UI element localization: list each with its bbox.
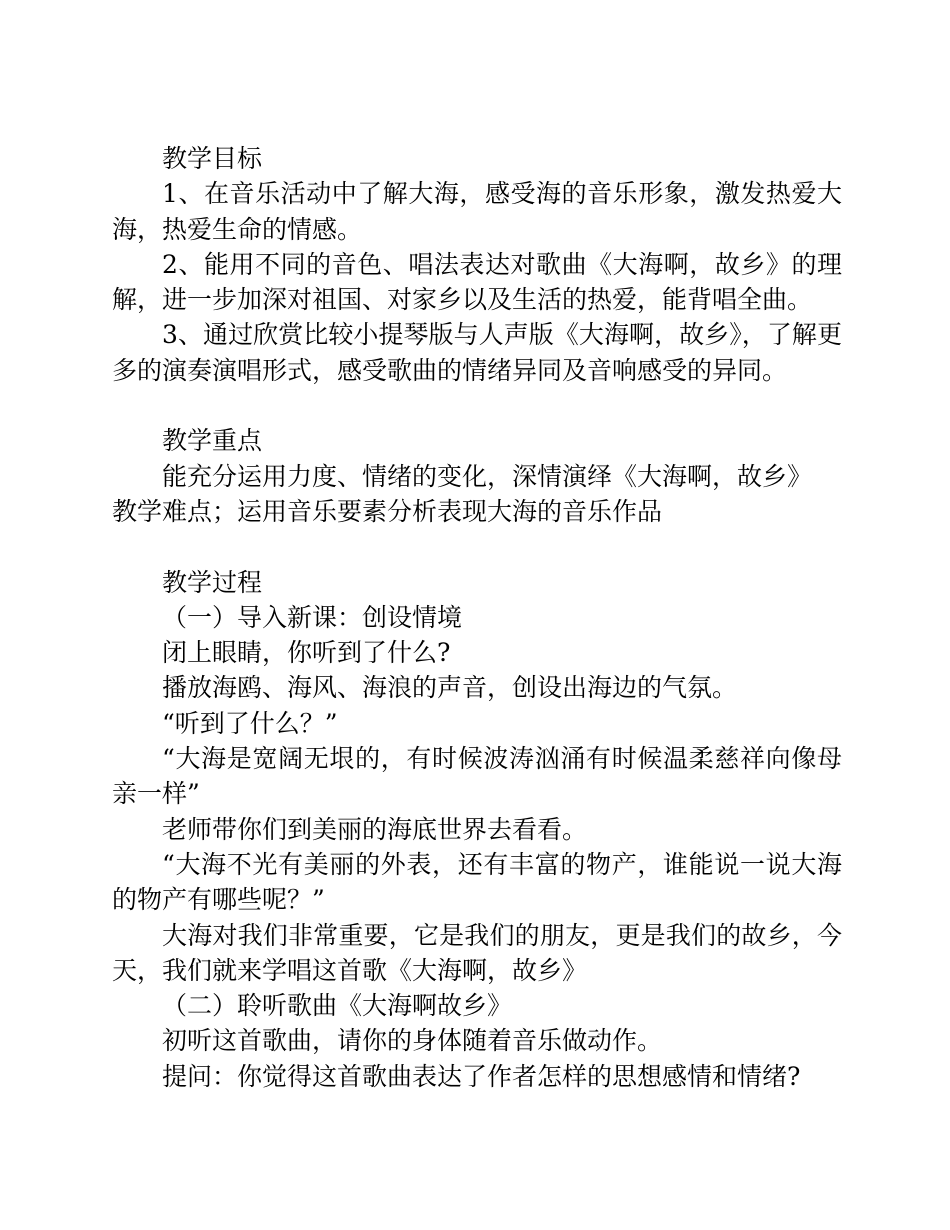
process-line: “听到了什么？” (162, 708, 338, 738)
section-spacer (112, 529, 842, 564)
process-line: 播放海鸥、海风、海浪的声音，创设出海边的气氛。 (162, 673, 738, 703)
document-body (112, 141, 842, 1094)
process-line: 老师带你们到美丽的海底世界去看看。 (162, 814, 588, 844)
process-line: 初听这首歌曲，请你的身体随着音乐做动作。 (162, 1026, 663, 1056)
key-points-text: 能充分运用力度、情绪的变化，深情演绎《大海啊，故乡》 (162, 461, 813, 491)
objective-item-2: 2、能用不同的音色、唱法表达对歌曲《大海啊，故乡》的理解，进一步加深对祖国、对家乡以及生活的热爱，能背唱全曲。 (112, 249, 842, 315)
difficulty-text: 教学难点；运用音乐要素分析表现大海的音乐作品 (112, 496, 663, 526)
process-line: 提问：你觉得这首歌曲表达了作者怎样的思想感情和情绪? (162, 1061, 801, 1091)
process-line: “大海不光有美丽的外表，还有丰富的物产，谁能说一说大海的物产有哪些呢？” (112, 849, 842, 915)
objective-item-1: 1、在音乐活动中了解大海，感受海的音乐形象，激发热爱大海，热爱生命的情感。 (112, 179, 842, 244)
process-line: 闭上眼睛，你听到了什么? (162, 638, 451, 668)
process-line: 大海对我们非常重要，它是我们的朋友，更是我们的故乡，今天，我们就来学唱这首歌《大海啊，故乡》 (112, 920, 842, 985)
objectives-heading: 教学目标 (162, 144, 263, 173)
process-line: （二）聆听歌曲《大海啊故乡》 (162, 991, 513, 1021)
objective-item-3: 3、通过欣赏比较小提琴版与人声版《大海啊，故乡》，了解更多的演奏演唱形式，感受歌曲的情绪异同及音响感受的异同。 (112, 320, 842, 385)
section-spacer (112, 388, 842, 423)
process-line: “大海是宽阔无垠的，有时候波涛汹涌有时候温柔慈祥向像母亲一样” (112, 744, 842, 809)
key-points-heading: 教学重点 (162, 426, 263, 456)
process-heading: 教学过程 (162, 567, 263, 597)
process-line: （一）导入新课：创设情境 (162, 602, 463, 632)
